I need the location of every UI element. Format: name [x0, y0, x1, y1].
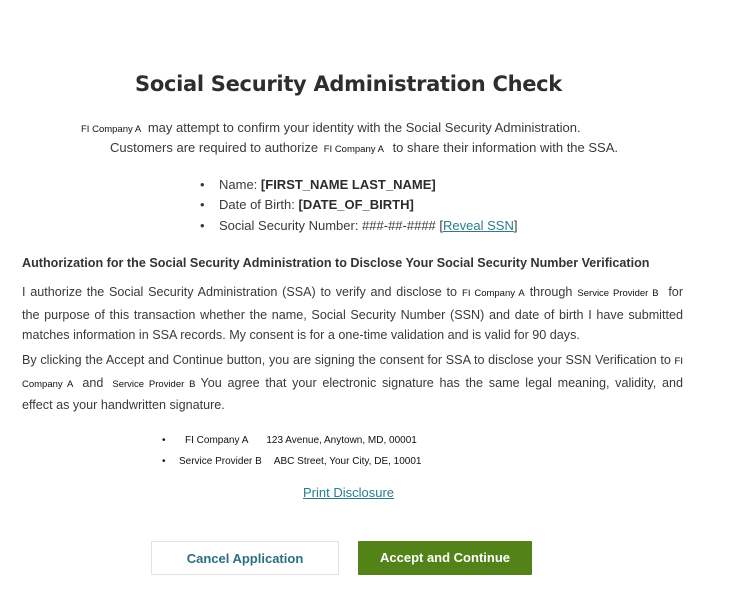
detail-label: Social Security Number: ###-##-#### — [219, 218, 436, 233]
bullet-icon: • — [162, 435, 166, 446]
intro-line-2 — [110, 140, 618, 155]
provider-name: Service Provider B — [112, 378, 196, 390]
paragraph-text: By clicking the Accept and Continue button, you are signing the consent for SSA to disclose your SSN Verification to — [22, 353, 671, 367]
cancel-application-button[interactable]: Cancel Application — [151, 541, 339, 575]
company-name: FI Company A — [462, 288, 525, 299]
bracket: ] — [513, 218, 518, 233]
address-value: ABC Street, Your City, DE, 10001 — [273, 456, 422, 467]
address-name: Service Provider B — [179, 456, 262, 467]
bracket: [ — [439, 218, 444, 233]
page-title: Social Security Administration Check — [135, 72, 562, 96]
detail-label: Name: — [219, 177, 258, 192]
intro-text: Customers are required to authorize — [110, 140, 319, 155]
paragraph-text: through — [529, 285, 573, 299]
bullet-icon: • — [200, 197, 205, 212]
detail-label: Date of Birth: — [219, 197, 295, 212]
intro-line-1 — [81, 120, 581, 135]
address-item — [162, 456, 421, 467]
print-disclosure-link[interactable]: Print Disclosure — [302, 485, 395, 500]
detail-name — [200, 177, 436, 192]
detail-dob — [200, 197, 414, 212]
address-name: FI Company A — [185, 435, 249, 446]
bullet-icon: • — [162, 456, 166, 467]
bullet-icon: • — [200, 218, 205, 233]
authorization-paragraph-1 — [22, 282, 683, 346]
paragraph-text: for the purpose of this transaction whether the name, Social Security Number (SSN) and date of birth I have submitted matches information in SSA records. My consent is for a one-time validation and is valid for 90 days. — [22, 285, 684, 342]
paragraph-text: You agree that your electronic signature has the same legal meaning, validity, and effect as your handwritten signature. — [22, 375, 683, 412]
detail-value: [DATE_OF_BIRTH] — [298, 197, 414, 212]
company-name: FI Company A — [22, 356, 683, 390]
accept-and-continue-button[interactable]: Accept and Continue — [358, 541, 532, 575]
paragraph-text: and — [82, 375, 104, 390]
authorization-paragraph-2 — [22, 350, 683, 416]
company-name: FI Company A — [81, 124, 142, 135]
authorization-heading: Authorization for the Social Security Administration to Disclose Your Social Security Number Verification — [22, 256, 650, 270]
detail-ssn — [200, 218, 517, 233]
print-disclosure-row — [0, 485, 697, 500]
address-item — [162, 435, 417, 446]
reveal-ssn-link[interactable]: Reveal SSN — [443, 218, 514, 233]
detail-value: [FIRST_NAME LAST_NAME] — [260, 177, 436, 192]
intro-text: may attempt to confirm your identity with the Social Security Administration. — [147, 120, 581, 135]
paragraph-text: I authorize the Social Security Administration (SSA) to verify and disclose to — [22, 285, 458, 299]
bullet-icon: • — [200, 177, 205, 192]
provider-name: Service Provider B — [577, 288, 659, 299]
company-name: FI Company A — [323, 144, 384, 155]
address-value: 123 Avenue, Anytown, MD, 00001 — [266, 435, 417, 446]
intro-text: to share their information with the SSA. — [392, 140, 619, 155]
